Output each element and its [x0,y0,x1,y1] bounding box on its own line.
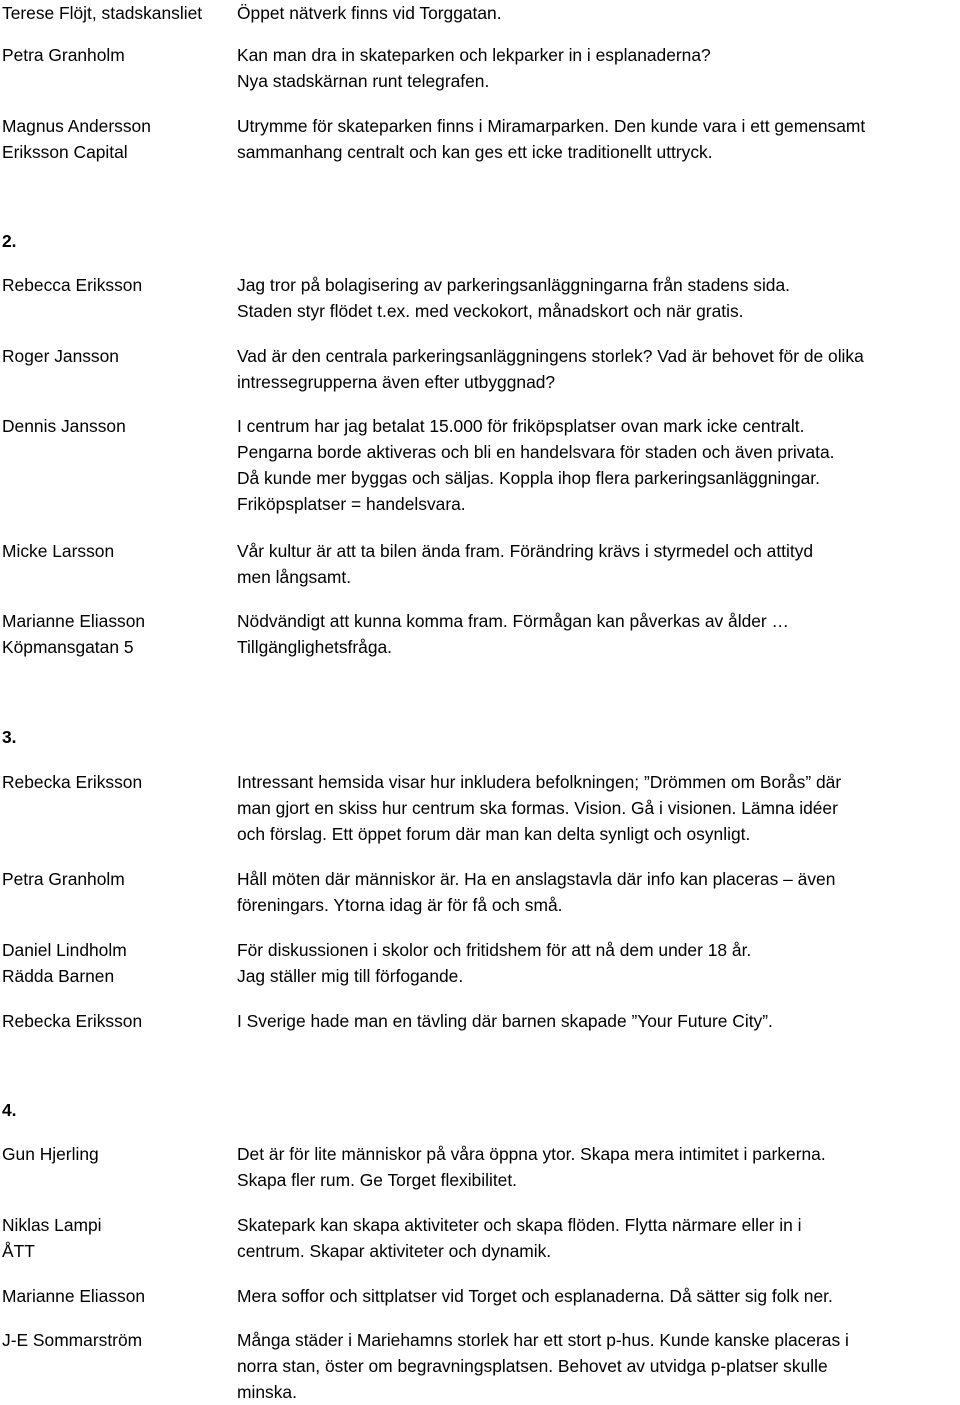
participant-name: Magnus Andersson Eriksson Capital [2,116,151,162]
participant-name: Rebecca Eriksson [2,275,143,295]
participant-name: Marianne Eliasson Köpmansgatan 5 [2,611,146,657]
participant-comment: Håll möten där människor är. Ha en anslagstavla där info kan placeras – även föreningars. Ytorna idag är för få och små. [237,869,836,915]
participant-comment: Intressant hemsida visar hur inkludera befolkningen; ”Drömmen om Borås” där man gjort en skiss hur centrum ska formas. Vision. Gå i visionen. Lämna idéer och förslag. Ett öppet forum där man kan delta synligt och osynligt. [237,772,842,844]
participant-name: Rebecka Eriksson [2,772,143,792]
section-heading: 3. [2,727,17,747]
participant-comment: I centrum har jag betalat 15.000 för friköpsplatser ovan mark icke centralt. Pengarna borde aktiveras och bli en handelsvara för staden och även privata. Då kunde mer byggas och säljas. Koppla ihop flera parkeringsanläggningar. Friköpsplatser = handelsvara. [237,416,835,514]
participant-name: Gun Hjerling [2,1144,99,1164]
participant-comment: Jag tror på bolagisering av parkeringsanläggningarna från stadens sida. Staden styr flödet t.ex. med veckokort, månadskort och när gratis. [237,275,790,321]
participant-name: Roger Jansson [2,346,119,366]
participant-name: Dennis Jansson [2,416,126,436]
participant-name: Niklas Lampi ÅTT [2,1215,102,1261]
participant-comment: I Sverige hade man en tävling där barnen skapade ”Your Future City”. [237,1011,773,1031]
participant-name: Terese Flöjt, stadskansliet [2,3,203,23]
participant-comment: För diskussionen i skolor och fritidshem för att nå dem under 18 år. Jag ställer mig till förfogande. [237,940,752,986]
section-heading: 4. [2,1100,17,1120]
participant-name: Rebecka Eriksson [2,1011,143,1031]
participant-comment: Utrymme för skateparken finns i Miramarparken. Den kunde vara i ett gemensamt sammanhang centralt och kan ges ett icke traditionellt uttryck. [237,116,866,162]
participant-name: Petra Granholm [2,869,125,889]
participant-comment: Det är för lite människor på våra öppna ytor. Skapa mera intimitet i parkerna. Skapa fler rum. Ge Torget flexibilitet. [237,1144,826,1190]
participant-name: Daniel Lindholm Rädda Barnen [2,940,127,986]
participant-name: J-E Sommarström [2,1330,143,1350]
participant-name: Micke Larsson [2,541,115,561]
participant-comment: Nödvändigt att kunna komma fram. Förmågan kan påverkas av ålder … Tillgänglighetsfråga. [237,611,789,657]
participant-comment: Öppet nätverk finns vid Torggatan. [237,3,502,23]
participant-name: Petra Granholm [2,45,125,65]
section-heading: 2. [2,231,17,251]
participant-comment: Kan man dra in skateparken och lekparker in i esplanaderna? Nya stadskärnan runt telegrafen. [237,45,711,91]
participant-name: Marianne Eliasson [2,1286,146,1306]
participant-comment: Vad är den centrala parkeringsanläggningens storlek? Vad är behovet för de olika intressegrupperna även efter utbyggnad? [237,346,864,392]
participant-comment: Mera soffor och sittplatser vid Torget och esplanaderna. Då sätter sig folk ner. [237,1286,833,1306]
participant-comment: Många städer i Mariehamns storlek har ett stort p-hus. Kunde kanske placeras i norra stan, öster om begravningsplatsen. Behovet av utvidga p-platser skulle minska. [237,1330,849,1402]
participant-comment: Skatepark kan skapa aktiviteter och skapa flöden. Flytta närmare eller in i centrum. Skapar aktiviteter och dynamik. [237,1215,802,1261]
participant-comment: Vår kultur är att ta bilen ända fram. Förändring krävs i styrmedel och attityd men långsamt. [237,541,814,587]
